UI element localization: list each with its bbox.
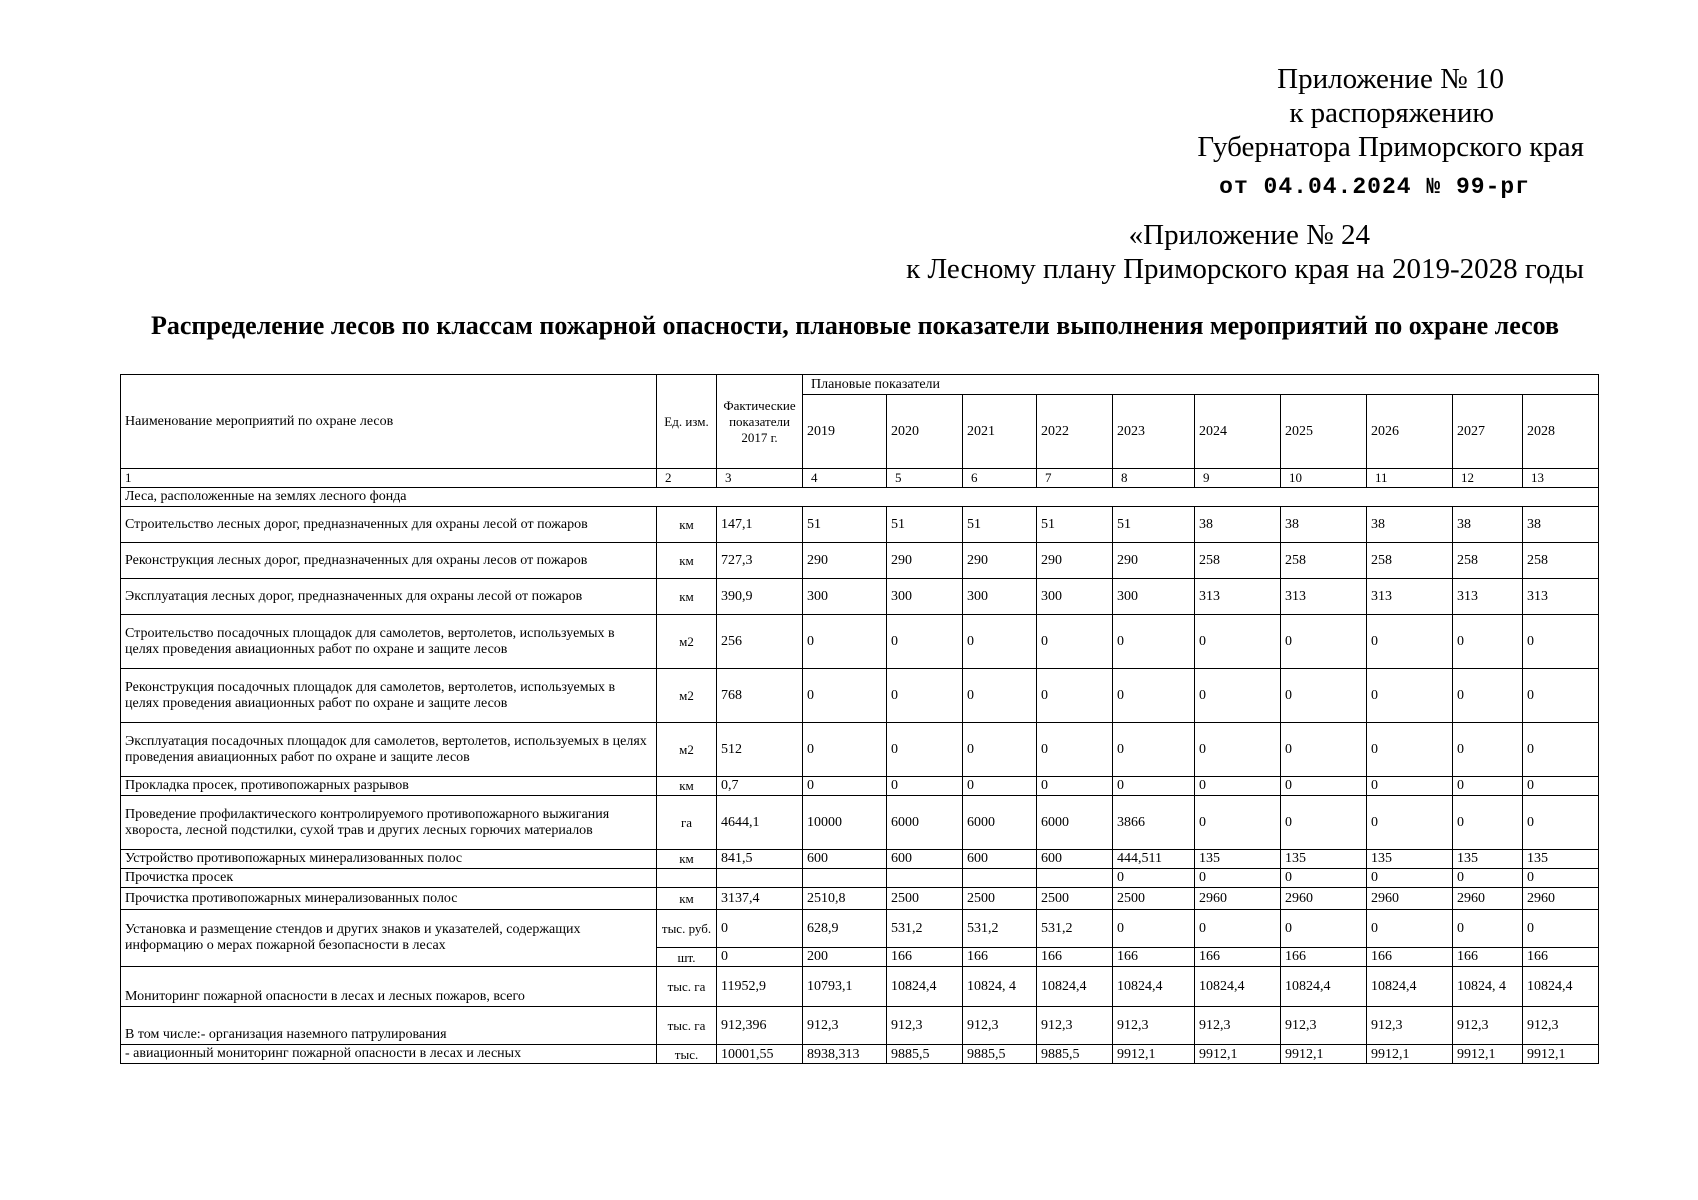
measure-value: 0 bbox=[1037, 669, 1113, 723]
measure-value: 0 bbox=[1113, 615, 1195, 669]
table-row bbox=[121, 615, 1599, 669]
table-row bbox=[121, 579, 1599, 615]
measure-value: 38 bbox=[1195, 507, 1281, 543]
measure-value: 512 bbox=[717, 723, 803, 777]
measure-value: 10824,4 bbox=[1367, 967, 1453, 1007]
column-index: 13 bbox=[1523, 469, 1599, 488]
table-row bbox=[121, 1045, 1599, 1064]
measure-value: 0 bbox=[887, 669, 963, 723]
measure-value: 300 bbox=[887, 579, 963, 615]
measure-unit: км bbox=[657, 507, 717, 543]
measure-value: 2960 bbox=[1281, 888, 1367, 910]
measure-unit: шт. bbox=[657, 948, 717, 967]
measure-value: 135 bbox=[1523, 850, 1599, 869]
measure-value: 600 bbox=[963, 850, 1037, 869]
measure-value: 0 bbox=[1367, 669, 1453, 723]
year-2023: 2023 bbox=[1113, 395, 1195, 469]
col-header-unit: Ед. изм. bbox=[657, 375, 717, 469]
measure-value: 166 bbox=[1367, 948, 1453, 967]
measure-value: 912,3 bbox=[1037, 1007, 1113, 1045]
measure-value: 0 bbox=[887, 723, 963, 777]
year-2024: 2024 bbox=[1195, 395, 1281, 469]
column-index: 8 bbox=[1113, 469, 1195, 488]
measure-value: 313 bbox=[1281, 579, 1367, 615]
measure-value: 2500 bbox=[963, 888, 1037, 910]
measure-value: 10793,1 bbox=[803, 967, 887, 1007]
measure-value: 200 bbox=[803, 948, 887, 967]
measure-value: 0 bbox=[1281, 777, 1367, 796]
measure-value: 6000 bbox=[887, 796, 963, 850]
measure-value: 912,3 bbox=[887, 1007, 963, 1045]
measure-value bbox=[1037, 869, 1113, 888]
measure-value: 0 bbox=[1113, 910, 1195, 948]
measure-value: 9912,1 bbox=[1367, 1045, 1453, 1064]
measure-value: 258 bbox=[1453, 543, 1523, 579]
measure-value: 258 bbox=[1523, 543, 1599, 579]
measure-unit: м2 bbox=[657, 669, 717, 723]
measure-value: 3137,4 bbox=[717, 888, 803, 910]
measure-value bbox=[887, 869, 963, 888]
table-row bbox=[121, 869, 1599, 888]
measure-value: 290 bbox=[803, 543, 887, 579]
year-2026: 2026 bbox=[1367, 395, 1453, 469]
measure-value: 0 bbox=[1453, 869, 1523, 888]
measure-value: 300 bbox=[963, 579, 1037, 615]
column-index: 5 bbox=[887, 469, 963, 488]
measure-name: Реконструкция лесных дорог, предназначенных для охраны лесов от пожаров bbox=[121, 543, 657, 579]
measure-value: 0 bbox=[803, 777, 887, 796]
measure-name: Прокладка просек, противопожарных разрывов bbox=[121, 777, 657, 796]
measure-value: 0 bbox=[1113, 777, 1195, 796]
measure-value: 0 bbox=[963, 669, 1037, 723]
measure-value: 4644,1 bbox=[717, 796, 803, 850]
measure-value: 135 bbox=[1195, 850, 1281, 869]
measure-value: 38 bbox=[1367, 507, 1453, 543]
measure-value: 0 bbox=[1453, 910, 1523, 948]
measure-name: В том числе:- организация наземного патрулирования bbox=[121, 1007, 657, 1045]
measure-value: 0 bbox=[717, 910, 803, 948]
measure-value: 10824,4 bbox=[1037, 967, 1113, 1007]
measure-value: 0 bbox=[1523, 796, 1599, 850]
measure-value: 0 bbox=[1453, 796, 1523, 850]
measure-value: 531,2 bbox=[1037, 910, 1113, 948]
measure-value: 10824, 4 bbox=[1453, 967, 1523, 1007]
column-index: 3 bbox=[717, 469, 803, 488]
measure-value: 290 bbox=[1037, 543, 1113, 579]
measure-value: 10001,55 bbox=[717, 1045, 803, 1064]
table-row bbox=[121, 796, 1599, 850]
measure-value: 912,3 bbox=[1453, 1007, 1523, 1045]
table-row bbox=[121, 1007, 1599, 1045]
measure-value: 9912,1 bbox=[1523, 1045, 1599, 1064]
measure-value: 0 bbox=[1367, 910, 1453, 948]
measure-value: 51 bbox=[963, 507, 1037, 543]
measure-value: 0 bbox=[963, 615, 1037, 669]
column-index: 7 bbox=[1037, 469, 1113, 488]
table-row bbox=[121, 507, 1599, 543]
measure-value: 600 bbox=[803, 850, 887, 869]
document-header bbox=[906, 62, 1584, 286]
measure-value: 9912,1 bbox=[1195, 1045, 1281, 1064]
section-row bbox=[121, 488, 1599, 507]
measure-value: 313 bbox=[1367, 579, 1453, 615]
measure-value: 10824,4 bbox=[1195, 967, 1281, 1007]
measure-value: 10824,4 bbox=[1113, 967, 1195, 1007]
measure-value: 11952,9 bbox=[717, 967, 803, 1007]
measure-value bbox=[717, 869, 803, 888]
header-row bbox=[121, 375, 1599, 395]
measure-name: Реконструкция посадочных площадок для самолетов, вертолетов, используемых в целях проведения авиационных работ по охране и защите лесов bbox=[121, 669, 657, 723]
column-index: 11 bbox=[1367, 469, 1453, 488]
measure-value: 51 bbox=[1113, 507, 1195, 543]
measure-value: 841,5 bbox=[717, 850, 803, 869]
measure-name: Строительство лесных дорог, предназначенных для охраны лесой от пожаров bbox=[121, 507, 657, 543]
measure-value: 258 bbox=[1281, 543, 1367, 579]
table-row bbox=[121, 967, 1599, 1007]
measure-value bbox=[803, 869, 887, 888]
column-index: 10 bbox=[1281, 469, 1367, 488]
measure-value: 0 bbox=[1037, 615, 1113, 669]
measure-unit: га bbox=[657, 796, 717, 850]
measure-value: 135 bbox=[1281, 850, 1367, 869]
measure-value: 0 bbox=[803, 615, 887, 669]
measure-value: 313 bbox=[1195, 579, 1281, 615]
column-index: 2 bbox=[657, 469, 717, 488]
measure-value: 2500 bbox=[1113, 888, 1195, 910]
measure-value: 0 bbox=[1195, 777, 1281, 796]
year-2025: 2025 bbox=[1281, 395, 1367, 469]
measure-unit: тыс. га bbox=[657, 1007, 717, 1045]
table-row bbox=[121, 777, 1599, 796]
appendix-governor: Губернатора Приморского края bbox=[1197, 131, 1584, 163]
measure-value: 9912,1 bbox=[1113, 1045, 1195, 1064]
measure-value: 51 bbox=[887, 507, 963, 543]
measure-value: 600 bbox=[887, 850, 963, 869]
year-2019: 2019 bbox=[803, 395, 887, 469]
measure-value: 51 bbox=[803, 507, 887, 543]
measure-value: 531,2 bbox=[963, 910, 1037, 948]
table-row bbox=[121, 669, 1599, 723]
measure-value: 912,396 bbox=[717, 1007, 803, 1045]
measure-value: 0 bbox=[887, 615, 963, 669]
measure-value: 0 bbox=[887, 777, 963, 796]
index-row bbox=[121, 469, 1599, 488]
measure-value: 0 bbox=[1281, 615, 1367, 669]
measure-value: 38 bbox=[1281, 507, 1367, 543]
col-header-name: Наименование мероприятий по охране лесов bbox=[121, 375, 657, 469]
measure-value: 0 bbox=[1453, 723, 1523, 777]
measure-value: 290 bbox=[963, 543, 1037, 579]
measure-value: 8938,313 bbox=[803, 1045, 887, 1064]
measure-value: 2960 bbox=[1367, 888, 1453, 910]
measure-unit: км bbox=[657, 777, 717, 796]
measure-value: 2510,8 bbox=[803, 888, 887, 910]
measure-name: Эксплуатация лесных дорог, предназначенных для охраны лесой от пожаров bbox=[121, 579, 657, 615]
measure-name: Проведение профилактического контролируемого противопожарного выжигания хвороста, лесной подстилки, сухой трав и других лесных горючих материалов bbox=[121, 796, 657, 850]
measure-value: 0 bbox=[1453, 615, 1523, 669]
original-appendix-number: «Приложение № 24 bbox=[1128, 219, 1370, 251]
document-title: Распределение лесов по классам пожарной опасности, плановые показатели выполнения мероприятий по охране лесов bbox=[150, 311, 1560, 340]
measure-unit bbox=[657, 869, 717, 888]
measure-value: 256 bbox=[717, 615, 803, 669]
measure-value: 0 bbox=[1113, 723, 1195, 777]
measure-value: 166 bbox=[963, 948, 1037, 967]
measure-value: 9885,5 bbox=[963, 1045, 1037, 1064]
measure-value: 0 bbox=[1523, 777, 1599, 796]
measure-value: 0 bbox=[1195, 723, 1281, 777]
column-index: 9 bbox=[1195, 469, 1281, 488]
measure-value: 0 bbox=[1453, 669, 1523, 723]
year-2027: 2027 bbox=[1453, 395, 1523, 469]
year-2022: 2022 bbox=[1037, 395, 1113, 469]
measure-value: 166 bbox=[1113, 948, 1195, 967]
measure-value: 2960 bbox=[1523, 888, 1599, 910]
measure-value: 166 bbox=[1195, 948, 1281, 967]
measure-unit: км bbox=[657, 543, 717, 579]
measure-value: 147,1 bbox=[717, 507, 803, 543]
measure-value: 166 bbox=[1281, 948, 1367, 967]
measure-value: 313 bbox=[1453, 579, 1523, 615]
year-2020: 2020 bbox=[887, 395, 963, 469]
measure-value: 0 bbox=[963, 723, 1037, 777]
measure-value: 2960 bbox=[1195, 888, 1281, 910]
measure-value: 0 bbox=[1367, 615, 1453, 669]
measure-value: 0 bbox=[1281, 723, 1367, 777]
measure-unit: тыс. руб. bbox=[657, 910, 717, 948]
year-2028: 2028 bbox=[1523, 395, 1599, 469]
measure-value: 0 bbox=[1523, 723, 1599, 777]
measure-value: 531,2 bbox=[887, 910, 963, 948]
measure-value: 628,9 bbox=[803, 910, 887, 948]
measure-value: 0 bbox=[1453, 777, 1523, 796]
table-row bbox=[121, 910, 1599, 948]
measure-value: 912,3 bbox=[963, 1007, 1037, 1045]
measure-value: 135 bbox=[1367, 850, 1453, 869]
measure-value: 768 bbox=[717, 669, 803, 723]
measure-value: 912,3 bbox=[1523, 1007, 1599, 1045]
table-row bbox=[121, 543, 1599, 579]
measure-value: 38 bbox=[1453, 507, 1523, 543]
measure-value: 3866 bbox=[1113, 796, 1195, 850]
measure-unit: тыс. га bbox=[657, 967, 717, 1007]
measure-value: 0 bbox=[1281, 910, 1367, 948]
measure-value: 0 bbox=[1281, 669, 1367, 723]
measure-value: 0 bbox=[1523, 869, 1599, 888]
measure-value: 166 bbox=[1523, 948, 1599, 967]
measure-value: 290 bbox=[1113, 543, 1195, 579]
measure-value: 912,3 bbox=[1281, 1007, 1367, 1045]
measure-value: 912,3 bbox=[803, 1007, 887, 1045]
measure-value: 0 bbox=[1037, 723, 1113, 777]
measure-value: 9912,1 bbox=[1453, 1045, 1523, 1064]
column-index: 4 bbox=[803, 469, 887, 488]
measure-value: 166 bbox=[1453, 948, 1523, 967]
measure-value: 0 bbox=[1113, 869, 1195, 888]
measure-value: 166 bbox=[1037, 948, 1113, 967]
measure-value: 313 bbox=[1523, 579, 1599, 615]
measure-value: 135 bbox=[1453, 850, 1523, 869]
measure-value: 10824,4 bbox=[1281, 967, 1367, 1007]
section-title: Леса, расположенные на землях лесного фонда bbox=[121, 488, 1599, 507]
measure-value: 166 bbox=[887, 948, 963, 967]
table-row bbox=[121, 723, 1599, 777]
measure-value: 10824,4 bbox=[1523, 967, 1599, 1007]
forest-plan-reference: к Лесному плану Приморского края на 2019-2028 годы bbox=[906, 253, 1584, 285]
measure-value: 0 bbox=[1195, 796, 1281, 850]
table-row bbox=[121, 888, 1599, 910]
measure-value: 0 bbox=[1367, 796, 1453, 850]
year-2021: 2021 bbox=[963, 395, 1037, 469]
measure-value: 9885,5 bbox=[887, 1045, 963, 1064]
measure-value: 0 bbox=[1281, 796, 1367, 850]
measure-value: 600 bbox=[1037, 850, 1113, 869]
measure-value: 300 bbox=[1037, 579, 1113, 615]
measure-value: 9885,5 bbox=[1037, 1045, 1113, 1064]
measure-value: 38 bbox=[1523, 507, 1599, 543]
measure-value: 300 bbox=[1113, 579, 1195, 615]
measure-value: 0 bbox=[717, 948, 803, 967]
measure-value: 10824, 4 bbox=[963, 967, 1037, 1007]
measure-name: Прочистка противопожарных минерализованных полос bbox=[121, 888, 657, 910]
measure-value: 0 bbox=[1195, 869, 1281, 888]
measure-name: - авиационный мониторинг пожарной опасности в лесах и лесных bbox=[121, 1045, 657, 1064]
appendix-to-order: к распоряжению bbox=[1289, 97, 1494, 129]
measure-value bbox=[963, 869, 1037, 888]
measure-name: Устройство противопожарных минерализованных полос bbox=[121, 850, 657, 869]
column-index: 12 bbox=[1453, 469, 1523, 488]
measure-value: 51 bbox=[1037, 507, 1113, 543]
measure-value: 290 bbox=[887, 543, 963, 579]
measure-value: 390,9 bbox=[717, 579, 803, 615]
measure-name: Прочистка просек bbox=[121, 869, 657, 888]
measure-value: 0 bbox=[963, 777, 1037, 796]
order-date-stamp: от 04.04.2024 № 99-рг bbox=[1219, 174, 1530, 200]
measure-value: 0 bbox=[1367, 777, 1453, 796]
measure-value: 0 bbox=[1523, 615, 1599, 669]
measure-value: 0 bbox=[1195, 615, 1281, 669]
fire-protection-table bbox=[120, 374, 1599, 1064]
measure-value: 0 bbox=[1195, 669, 1281, 723]
measure-value: 0 bbox=[1367, 869, 1453, 888]
measure-value: 0 bbox=[803, 723, 887, 777]
measure-value: 258 bbox=[1195, 543, 1281, 579]
measure-value: 10824,4 bbox=[887, 967, 963, 1007]
measure-value: 0 bbox=[1523, 669, 1599, 723]
measure-value: 0 bbox=[1367, 723, 1453, 777]
column-index: 1 bbox=[121, 469, 657, 488]
measure-value: 0 bbox=[1523, 910, 1599, 948]
measure-name: Установка и размещение стендов и других знаков и указателей, содержащих информацию о мерах пожарной безопасности в лесах bbox=[121, 910, 657, 967]
measure-value: 10000 bbox=[803, 796, 887, 850]
measure-value: 912,3 bbox=[1195, 1007, 1281, 1045]
measure-value: 6000 bbox=[963, 796, 1037, 850]
appendix-number: Приложение № 10 bbox=[1277, 63, 1504, 95]
measure-value: 9912,1 bbox=[1281, 1045, 1367, 1064]
measure-value: 0,7 bbox=[717, 777, 803, 796]
measure-unit: км bbox=[657, 850, 717, 869]
measure-unit: тыс. bbox=[657, 1045, 717, 1064]
table-row bbox=[121, 850, 1599, 869]
measure-unit: м2 bbox=[657, 723, 717, 777]
measure-unit: км bbox=[657, 579, 717, 615]
measure-value: 300 bbox=[803, 579, 887, 615]
measure-value: 0 bbox=[1037, 777, 1113, 796]
measure-value: 2500 bbox=[1037, 888, 1113, 910]
measure-value: 912,3 bbox=[1113, 1007, 1195, 1045]
measure-value: 2500 bbox=[887, 888, 963, 910]
measure-value: 912,3 bbox=[1367, 1007, 1453, 1045]
measure-unit: км bbox=[657, 888, 717, 910]
column-index: 6 bbox=[963, 469, 1037, 488]
measure-value: 2960 bbox=[1453, 888, 1523, 910]
measure-value: 258 bbox=[1367, 543, 1453, 579]
measure-value: 0 bbox=[1113, 669, 1195, 723]
col-header-fact: Фактические показатели 2017 г. bbox=[717, 375, 803, 469]
measure-value: 6000 bbox=[1037, 796, 1113, 850]
measure-value: 0 bbox=[1281, 869, 1367, 888]
col-header-plan: Плановые показатели bbox=[803, 375, 1599, 395]
measure-value: 727,3 bbox=[717, 543, 803, 579]
measure-name: Эксплуатация посадочных площадок для самолетов, вертолетов, используемых в целях проведения авиационных работ по охране и защите лесов bbox=[121, 723, 657, 777]
measure-value: 0 bbox=[1195, 910, 1281, 948]
measure-value: 444,511 bbox=[1113, 850, 1195, 869]
measure-unit: м2 bbox=[657, 615, 717, 669]
measure-value: 0 bbox=[803, 669, 887, 723]
measure-name: Мониторинг пожарной опасности в лесах и лесных пожаров, всего bbox=[121, 967, 657, 1007]
measure-name: Строительство посадочных площадок для самолетов, вертолетов, используемых в целях проведения авиационных работ по охране и защите лесов bbox=[121, 615, 657, 669]
